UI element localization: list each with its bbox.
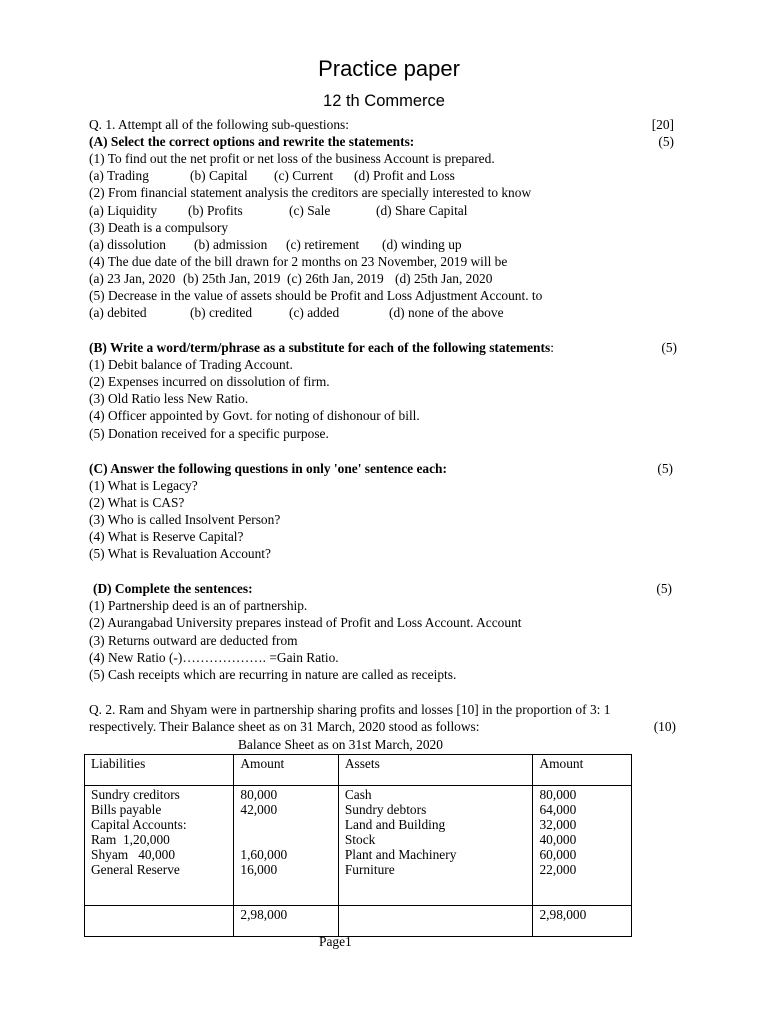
option: (d) none of the above [389, 305, 504, 320]
asset-item: Furniture [344, 862, 395, 877]
total-assets: 2,98,000 [533, 906, 632, 937]
option: (c) Sale [289, 203, 331, 218]
option: (a) 23 Jan, 2020 [89, 271, 176, 286]
amount: 80,000 [240, 787, 278, 802]
q2-marks: (10) [653, 719, 676, 734]
option: (a) Liquidity [89, 203, 158, 218]
q2-text-line-1: Q. 2. Ram and Shyam were in partnership sharing profits and losses [10] in the proportion of 3: 1 [89, 702, 611, 717]
section-b-heading-colon: : [550, 340, 554, 355]
q1-marks: [20] [651, 117, 674, 132]
asset-item: Sundry debtors [344, 802, 427, 817]
liability-item: Sundry creditors [91, 787, 180, 802]
liability-item: General Reserve [91, 862, 180, 877]
page-title: Practice paper [318, 56, 460, 81]
section-a-marks: (5) [658, 134, 674, 149]
amount: 60,000 [539, 847, 577, 862]
a-question-2: (2) From financial statement analysis the creditors are specially interested to know [89, 185, 532, 200]
c-item-2: (2) What is CAS? [89, 495, 185, 510]
table-row [85, 786, 632, 906]
liability-item: Capital Accounts: [91, 817, 187, 832]
liability-amounts-cell [234, 786, 338, 906]
section-d-heading: (D) Complete the sentences: [93, 581, 253, 596]
c-item-1: (1) What is Legacy? [89, 478, 198, 493]
balance-sheet-table [84, 754, 632, 937]
section-c-marks: (5) [657, 461, 673, 476]
b-item-1: (1) Debit balance of Trading Account. [89, 357, 293, 372]
d-item-5: (5) Cash receipts which are recurring in nature are called as receipts. [89, 667, 457, 682]
total-cell [85, 906, 234, 937]
amount: 80,000 [539, 787, 577, 802]
liability-item: Shyam 40,000 [91, 847, 176, 862]
option: (c) 26th Jan, 2019 [287, 271, 384, 286]
total-liabilities: 2,98,000 [234, 906, 338, 937]
liabilities-cell [85, 786, 234, 906]
a-question-5: (5) Decrease in the value of assets should be Profit and Loss Adjustment Account. to [89, 288, 543, 303]
header-assets: Assets [338, 755, 533, 786]
option: (c) added [289, 305, 340, 320]
page-subtitle: 12 th Commerce [323, 92, 445, 110]
d-item-3: (3) Returns outward are deducted from [89, 633, 298, 648]
section-c-heading: (C) Answer the following questions in only 'one' sentence each: [89, 461, 447, 476]
option: (b) 25th Jan, 2019 [183, 271, 281, 286]
balance-sheet-title: Balance Sheet as on 31st March, 2020 [238, 737, 443, 752]
c-item-3: (3) Who is called Insolvent Person? [89, 512, 281, 527]
amount: 22,000 [539, 862, 577, 877]
a-question-3: (3) Death is a compulsory [89, 220, 229, 235]
a-options-1 [89, 168, 689, 184]
asset-item: Stock [344, 832, 376, 847]
header-liabilities: Liabilities [85, 755, 234, 786]
q1-heading: Q. 1. Attempt all of the following sub-questions: [89, 117, 349, 132]
header-amount: Amount [533, 755, 632, 786]
option: (b) admission [194, 237, 268, 252]
q2-text-line-2: respectively. Their Balance sheet as on 31 March, 2020 stood as follows: [89, 719, 480, 734]
option: (a) debited [89, 305, 147, 320]
section-b-marks: (5) [661, 340, 677, 355]
option: (b) credited [190, 305, 253, 320]
table-total-row [85, 906, 632, 937]
a-question-1: (1) To find out the net profit or net loss of the business Account is prepared. [89, 151, 495, 166]
a-options-4 [89, 271, 689, 287]
amount: 32,000 [539, 817, 577, 832]
c-item-4: (4) What is Reserve Capital? [89, 529, 244, 544]
d-item-2: (2) Aurangabad University prepares instead of Profit and Loss Account. Account [89, 615, 522, 630]
assets-cell [338, 786, 533, 906]
liability-item: Bills payable [91, 802, 162, 817]
c-item-5: (5) What is Revaluation Account? [89, 546, 271, 561]
option: (b) Capital [190, 168, 248, 183]
liability-item: Ram 1,20,000 [91, 832, 170, 847]
section-d-marks: (5) [656, 581, 672, 596]
amount: 40,000 [539, 832, 577, 847]
d-item-1: (1) Partnership deed is an of partnership. [89, 598, 308, 613]
amount [240, 832, 337, 847]
amount: 64,000 [539, 802, 577, 817]
page-number: Page1 [319, 934, 352, 949]
asset-item: Land and Building [344, 817, 446, 832]
a-question-4: (4) The due date of the bill drawn for 2 months on 23 November, 2019 will be [89, 254, 508, 269]
option: (d) winding up [382, 237, 462, 252]
table-header-row [85, 755, 632, 786]
b-item-5: (5) Donation received for a specific purpose. [89, 426, 329, 441]
section-b-heading-text: (B) Write a word/term/phrase as a substitute for each of the following statements [89, 340, 551, 355]
section-a-heading: (A) Select the correct options and rewrite the statements: [89, 134, 415, 149]
amount: 16,000 [240, 862, 278, 877]
a-options-3 [89, 237, 689, 253]
b-item-4: (4) Officer appointed by Govt. for noting of dishonour of bill. [89, 408, 420, 423]
option: (d) Share Capital [376, 203, 468, 218]
b-item-3: (3) Old Ratio less New Ratio. [89, 391, 249, 406]
amount: 42,000 [240, 802, 278, 817]
d-item-4: (4) New Ratio (-)………………. =Gain Ratio. [89, 650, 339, 665]
option: (c) retirement [286, 237, 360, 252]
a-options-5 [89, 305, 689, 321]
total-cell [338, 906, 533, 937]
section-b-heading [89, 340, 554, 356]
option: (c) Current [274, 168, 334, 183]
b-item-2: (2) Expenses incurred on dissolution of firm. [89, 374, 330, 389]
option: (d) 25th Jan, 2020 [395, 271, 493, 286]
asset-item: Plant and Machinery [344, 847, 457, 862]
amount [240, 817, 337, 832]
header-amount: Amount [234, 755, 338, 786]
option: (d) Profit and Loss [354, 168, 455, 183]
asset-item: Cash [344, 787, 372, 802]
option: (a) dissolution [89, 237, 166, 252]
option: (b) Profits [188, 203, 243, 218]
option: (a) Trading [89, 168, 149, 183]
amount: 1,60,000 [240, 847, 288, 862]
a-options-2 [89, 203, 689, 219]
asset-amounts-cell [533, 786, 632, 906]
